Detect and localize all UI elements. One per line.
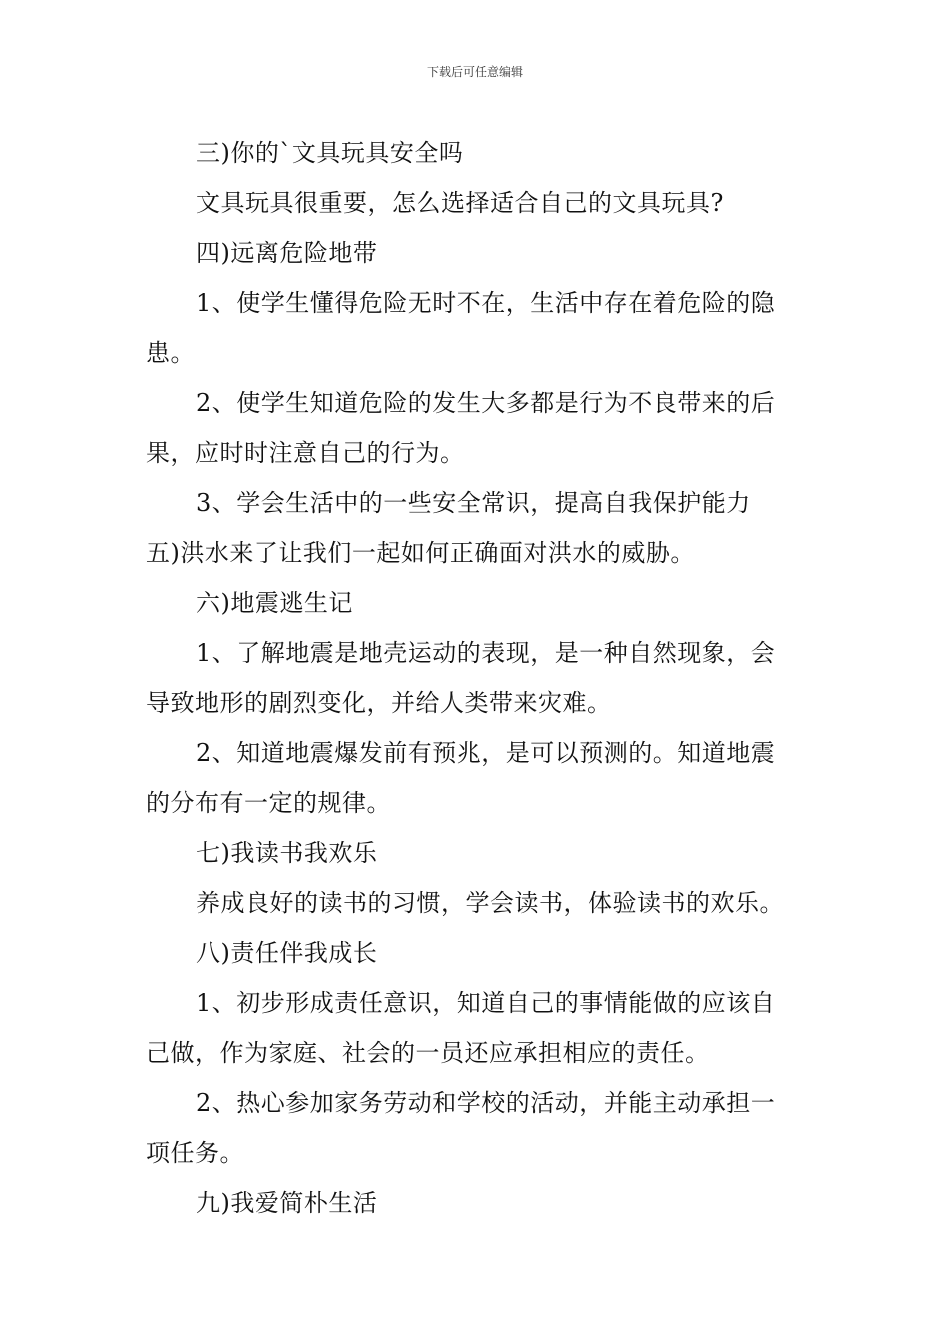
section-heading-6: 六)地震逃生记 [196, 589, 353, 617]
paragraph-line: 果，应时时注意自己的行为。 [146, 439, 465, 467]
page-header: 下载后可任意编辑 [426, 65, 523, 79]
section-heading-4: 四)远离危险地带 [196, 239, 378, 267]
paragraph-line: 导致地形的剧烈变化，并给人类带来灾难。 [146, 689, 612, 717]
document-body [146, 128, 811, 1228]
paragraph-line: 的分布有一定的规律。 [146, 789, 391, 817]
paragraph-line: 2、使学生知道危险的发生大多都是行为不良带来的后 [196, 389, 776, 417]
section-heading-3: 三)你的`文具玩具安全吗 [196, 139, 464, 167]
paragraph-line: 患。 [146, 339, 195, 367]
paragraph-line: 养成良好的读书的习惯，学会读书，体验读书的欢乐。 [196, 889, 784, 917]
paragraph-line: 3、学会生活中的一些安全常识，提高自我保护能力 [196, 489, 751, 517]
section-heading-5: 五)洪水来了让我们一起如何正确面对洪水的威胁。 [146, 539, 695, 567]
paragraph-line: 1、了解地震是地壳运动的表现，是一种自然现象，会 [196, 639, 776, 667]
section-heading-7: 七)我读书我欢乐 [196, 839, 378, 867]
paragraph-line: 1、初步形成责任意识，知道自己的事情能做的应该自 [196, 989, 776, 1017]
section-heading-9: 九)我爱简朴生活 [196, 1189, 378, 1217]
paragraph-line: 项任务。 [146, 1139, 244, 1167]
paragraph-line: 2、热心参加家务劳动和学校的活动，并能主动承担一 [196, 1089, 776, 1117]
section-heading-8: 八)责任伴我成长 [196, 939, 378, 967]
paragraph-line: 己做，作为家庭、社会的一员还应承担相应的责任。 [146, 1039, 710, 1067]
paragraph-line: 文具玩具很重要，怎么选择适合自己的文具玩具? [196, 189, 724, 217]
paragraph-line: 2、知道地震爆发前有预兆，是可以预测的。知道地震 [196, 739, 776, 767]
paragraph-line: 1、使学生懂得危险无时不在，生活中存在着危险的隐 [196, 289, 776, 317]
